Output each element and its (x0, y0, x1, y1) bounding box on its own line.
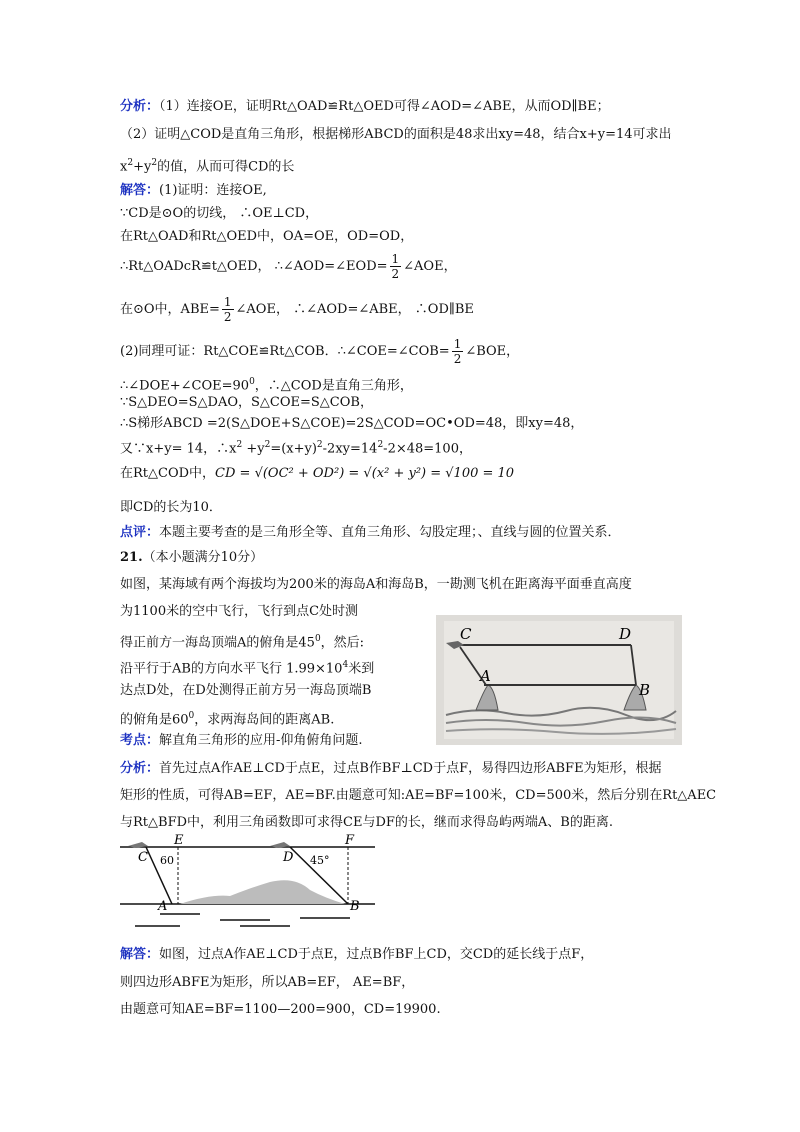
problem-line-4: 沿平行于AB的方向水平飞行 $1.99\times 10^4$米到 (120, 660, 375, 677)
fraction-half: $\frac{1}{2}$ (223, 295, 232, 324)
solution2-line-1: 解答：如图，过点A作AE⊥CD于点E，过点B作BF上CD，交CD的延长线于点F， (120, 947, 594, 962)
comment-line: 点评：本题主要考查的是三角形全等、直角三角形、勾股定理；、直线与圆的位置关系． (120, 525, 621, 540)
fig2-angle-60: 60 (160, 854, 174, 867)
problem-number: 21. (120, 550, 143, 565)
problem-line-2: 为1100米的空中飞行，飞行到点C处时测 (120, 604, 359, 619)
fig2-label-e: E (174, 833, 184, 848)
solution-line-11: 在Rt△COD中，CD = √(OC² + OD²) = √(x² + y²) = √100 = 10 (120, 466, 515, 481)
fig2-label-c: C (138, 850, 148, 865)
analysis-line-3: $x^2+y^2$的值，从而可得CD的长 (120, 158, 295, 175)
problem-figure (436, 615, 682, 745)
problem-line-3: 得正前方一海岛顶端A的俯角是$45^0$，然后: (120, 634, 365, 651)
problem-line-5: 达点D处，在D处测得正前方另一海岛顶端B (120, 683, 372, 698)
analysis-line-2: （2）证明△COD是直角三角形，根据梯形ABCD的面积是48求出xy=48，结合x+y=14可求出 (120, 127, 672, 142)
solution-line-3: 在Rt△OAD和Rt△OED中，OA=OE，OD=OD， (120, 229, 414, 244)
fraction-half: $\frac{1}{2}$ (391, 252, 400, 281)
analysis2-line-2: 矩形的性质，可得AB=EF，AE=BF.由题意可知:AE=BF=100米，CD=500米，然后分别在Rt△AEC (120, 788, 717, 803)
solution2-line-2: 则四边形ABFE为矩形，所以AB=EF， AE=BF， (120, 975, 415, 990)
fig1-label-d: D (619, 625, 632, 643)
solution-line-5: 在⊙O中，ABE= $\frac{1}{2}$ ∠AOE， ∴∠AOD=∠ABE， ∴OD∥BE (120, 295, 474, 324)
fig1-label-b: B (639, 681, 651, 699)
solution2-line-3: 由题意可知AE=BF=1100—200=900，CD=19900. (120, 1002, 441, 1017)
analysis-label: 分析： (120, 99, 160, 114)
problem-line-1: 如图，某海域有两个海拔均为200米的海岛A和海岛B，一勘测飞机在距离海平面垂直高度 (120, 577, 632, 592)
exam-point-line: 考点：解直角三角形的应用-仰角俯角问题. (120, 733, 363, 748)
solution2-label: 解答： (120, 947, 160, 962)
exam-point-label: 考点： (120, 733, 160, 748)
solution-line-12: 即CD的长为10． (120, 500, 222, 515)
fig2-label-a: A (158, 899, 168, 914)
solution-line-1: 解答：(1)证明：连接OE, (120, 183, 267, 198)
fig2-label-b: B (350, 899, 360, 914)
solution-line-9: ∴S梯形ABCD =2(S△DOE+S△COE)=2S△COD=OC•OD=48，即xy=48， (120, 416, 584, 431)
solution-line-6: (2)同理可证：Rt△COE≌Rt△COB．∴∠COE=∠COB= $\frac{1}{2}$ ∠BOE， (120, 337, 520, 366)
analysis2-label: 分析： (120, 761, 160, 776)
fraction-half: $\frac{1}{2}$ (453, 337, 462, 366)
comment-label: 点评： (120, 525, 160, 540)
fig1-label-c: C (460, 625, 472, 643)
fig2-angle-45: 45° (310, 854, 330, 867)
analysis-line-1: 分析：（1）连接OE，证明Rt△OAD≌Rt△OED可得∠AOD=∠ABE，从而OD∥BE； (120, 99, 610, 114)
analysis2-line-1: 分析：首先过点A作AE⊥CD于点E，过点B作BF⊥CD于点F，易得四边形ABFE为矩形，根据 (120, 761, 662, 776)
solution-line-7: $\therefore\angle DOE+\angle COE=90^0$，∴△COD是直角三角形， (120, 377, 413, 394)
solution-line-2: ∵CD是⊙O的切线， ∴OE⊥CD， (120, 206, 319, 221)
solution-line-10: 又∵x+y= 14，$\therefore x^2 +y^2=(x+y)^2-2xy=14^2-2\times 48=100$， (120, 440, 472, 457)
fig2-label-f: F (345, 833, 355, 848)
problem-line-6: 的俯角是$60^0$，求两海岛间的距离AB. (120, 711, 335, 728)
solution-label: 解答： (120, 183, 160, 198)
problem-21-header: 21.（本小题满分10分） (120, 550, 264, 565)
solution-line-4: ∴Rt△OADcR≌t△OED， ∴∠AOD=∠EOD= $\frac{1}{2}$ ∠AOE， (120, 252, 457, 281)
fig2-label-d: D (283, 850, 294, 865)
cd-formula: CD = √(OC² + OD²) = √(x² + y²) = √100 = 10 (215, 466, 515, 481)
solution-line-8: ∵S△DEO=S△DAO，S△COE=S△COB， (120, 395, 373, 410)
fig1-label-a: A (480, 667, 491, 685)
analysis2-line-3: 与Rt△BFD中，利用三角函数即可求得CE与DF的长，继而求得岛屿两端A、B的距离. (120, 815, 613, 830)
analysis-figure (120, 832, 380, 932)
